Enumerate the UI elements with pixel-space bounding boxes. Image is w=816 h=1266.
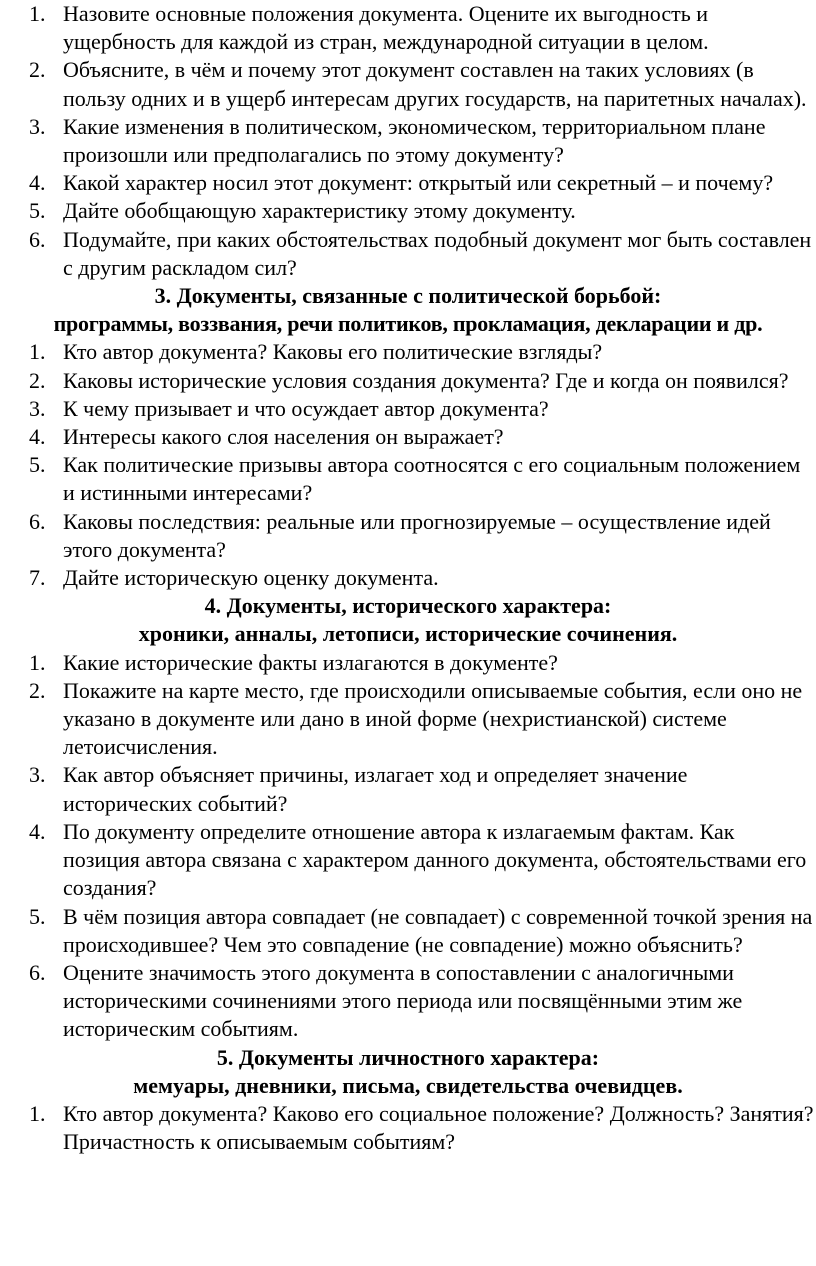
item-text: Дайте обобщающую характеристику этому документу. (63, 198, 576, 224)
item-number: 6. (29, 959, 46, 985)
item-number: 3. (29, 395, 46, 421)
list-item (0, 649, 816, 677)
item-number: 5. (29, 452, 46, 478)
list-item (0, 451, 816, 507)
item-number: 4. (29, 424, 46, 450)
section-political-documents (0, 282, 816, 592)
item-number: 5. (29, 198, 46, 224)
item-number: 2. (29, 677, 46, 703)
item-number: 3. (29, 762, 46, 788)
question-list (0, 338, 816, 592)
item-number: 6. (29, 508, 46, 534)
item-text: Как автор объясняет причины, излагает ход и определяет значение исторических событий? (63, 762, 688, 816)
question-list (0, 649, 816, 1044)
list-item (0, 197, 816, 225)
list-item (0, 367, 816, 395)
item-text: Какой характер носил этот документ: открытый или секретный – и почему? (63, 170, 774, 196)
section-subheading: хроники, анналы, летописи, исторические сочинения. (138, 621, 678, 647)
section-historical-documents (0, 592, 816, 1043)
question-list (0, 1100, 816, 1156)
list-item (0, 677, 816, 762)
list-item (0, 508, 816, 564)
item-number: 1. (29, 1100, 46, 1126)
list-item (0, 959, 816, 1044)
question-list (0, 0, 816, 282)
item-text: Дайте историческую оценку документа. (63, 565, 439, 591)
list-item (0, 226, 816, 282)
section-subheading: мемуары, дневники, письма, свидетельства очевидцев. (133, 1072, 683, 1098)
item-text: Покажите на карте место, где происходили описываемые события, если оно не указано в документе или дано в иной форме (нехристианской) системе летоисчисления. (63, 677, 803, 760)
list-item (0, 818, 816, 903)
item-text: Какие исторические факты излагаются в документе? (63, 649, 558, 675)
item-number: 5. (29, 903, 46, 929)
list-item (0, 423, 816, 451)
item-text: К чему призывает и что осуждает автор документа? (63, 395, 549, 421)
item-number: 6. (29, 226, 46, 252)
section-treaty-questions (0, 0, 816, 282)
item-number: 1. (29, 339, 46, 365)
list-item (0, 113, 816, 169)
item-number: 7. (29, 565, 46, 591)
item-number: 2. (29, 57, 46, 83)
item-number: 1. (29, 1, 46, 26)
item-text: Как политические призывы автора соотносятся с его социальным положением и истинными интересами? (63, 452, 801, 506)
list-item (0, 761, 816, 817)
item-text: Каковы последствия: реальные или прогнозируемые – осуществление идей этого документа? (63, 508, 771, 562)
item-text: Назовите основные положения документа. Оцените их выгодность и ущербность для каждой из стран, международной ситуации в целом. (63, 1, 709, 55)
list-item (0, 395, 816, 423)
item-number: 4. (29, 818, 46, 844)
item-text: Оцените значимость этого документа в сопоставлении с аналогичными историческими сочинениями этого периода или посвящёнными этим же историческим событиям. (63, 959, 743, 1042)
item-text: Объясните, в чём и почему этот документ составлен на таких условиях (в пользу одних и в ущерб интересам других государств, на паритетных началах). (63, 57, 807, 111)
list-item (0, 169, 816, 197)
section-heading: 3. Документы, связанные с политической борьбой: (154, 283, 662, 309)
item-text: Подумайте, при каких обстоятельствах подобный документ мог быть составлен с другим раскладом сил? (63, 226, 812, 280)
item-number: 1. (29, 649, 46, 675)
list-item (0, 56, 816, 112)
list-item (0, 0, 816, 56)
item-number: 4. (29, 170, 46, 196)
list-item (0, 1100, 816, 1156)
item-text: В чём позиция автора совпадает (не совпадает) с современной точкой зрения на происходившее? Чем это совпадение (не совпадение) можно объяснить? (63, 903, 813, 957)
item-number: 2. (29, 367, 46, 393)
item-text: Какие изменения в политическом, экономическом, территориальном плане произошли или предполагались по этому документу? (63, 113, 766, 168)
list-item (0, 564, 816, 592)
section-heading: 5. Документы личностного характера: (216, 1044, 600, 1070)
item-text: Кто автор документа? Каково его социальное положение? Должность? Занятия? Причастность к описываемым событиям? (63, 1100, 814, 1155)
item-text: Интересы какого слоя населения он выражает? (63, 424, 504, 450)
item-text: Кто автор документа? Каковы его политические взгляды? (63, 339, 603, 365)
item-text: По документу определите отношение автора к излагаемым фактам. Как позиция автора связана с характером данного документа, обстоятельствами его создания? (63, 818, 807, 901)
section-subheading: программы, воззвания, речи политиков, прокламация, декларации и др. (53, 311, 763, 337)
section-personal-documents (0, 1044, 816, 1157)
list-item (0, 903, 816, 959)
item-number: 3. (29, 113, 46, 139)
list-item (0, 338, 816, 366)
item-text: Каковы исторические условия создания документа? Где и когда он появился? (63, 367, 789, 393)
section-heading: 4. Документы, исторического характера: (204, 593, 612, 619)
